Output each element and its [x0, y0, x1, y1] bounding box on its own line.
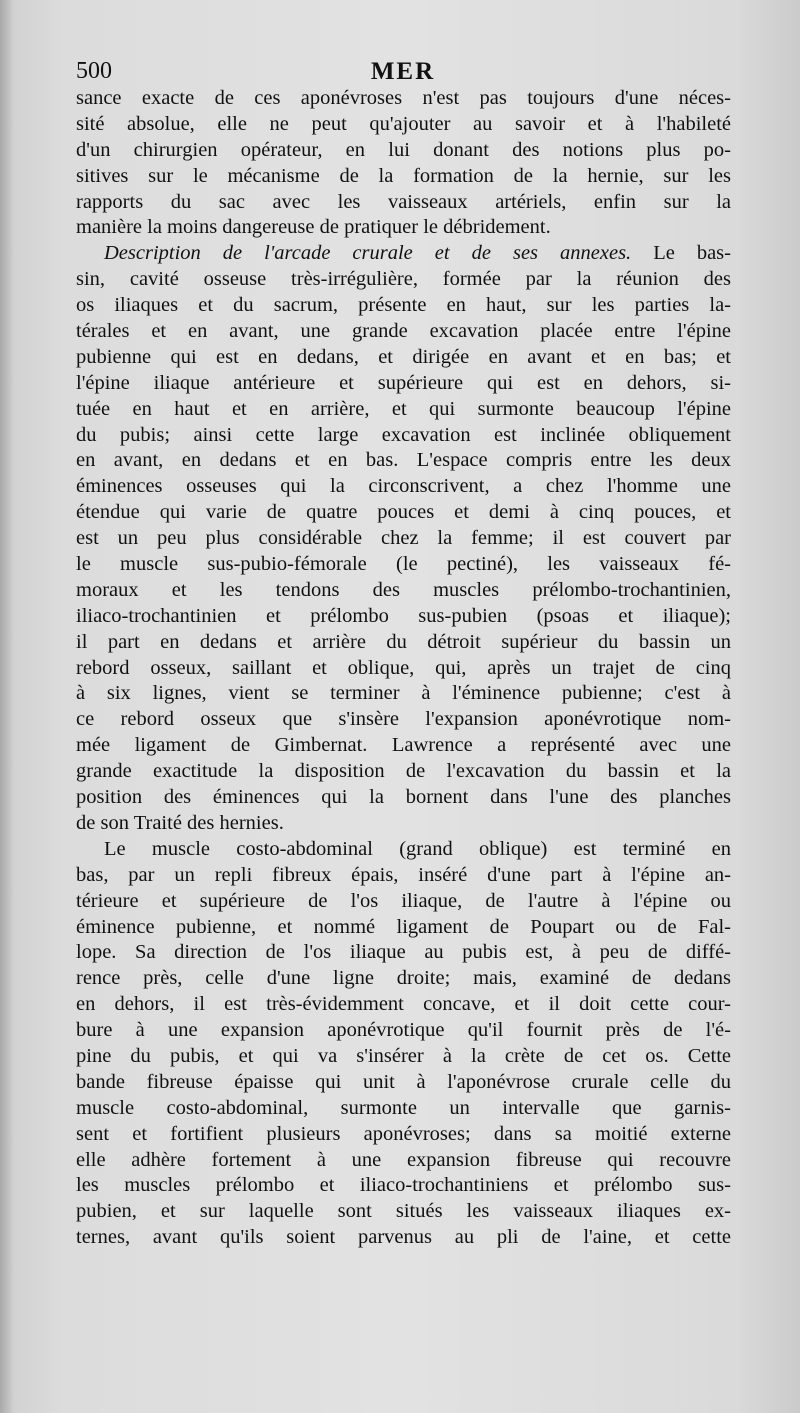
- text-line: bure à une expansion aponévrotique qu'il fournit près de l'é-: [76, 1019, 731, 1042]
- text-line: ternes, avant qu'ils soient parvenus au pli de l'aine, et cette: [76, 1226, 731, 1249]
- running-title: MER: [370, 58, 436, 85]
- text-line: l'épine iliaque antérieure et supérieure qui est en dehors, si-: [76, 371, 731, 394]
- section-heading-line: [76, 241, 731, 267]
- text-line: en avant, en dedans et en bas. L'espace compris entre les deux: [76, 449, 731, 472]
- text-line: sin, cavité osseuse très-irrégulière, formée par la réunion des: [76, 268, 731, 291]
- text-line: mée ligament de Gimbernat. Lawrence a représenté avec une: [76, 734, 731, 757]
- text-line: sent et fortifient plusieurs aponévroses; dans sa moitié externe: [76, 1122, 731, 1145]
- text-line: muscle costo-abdominal, surmonte un intervalle que garnis-: [76, 1096, 731, 1119]
- section-heading-continuation: Le bas-: [631, 242, 731, 265]
- text-line: rence près, celle d'une ligne droite; mais, examiné de dedans: [76, 967, 731, 990]
- page-gutter-shadow: [0, 0, 14, 1413]
- text-line: elle adhère fortement à une expansion fibreuse qui recouvre: [76, 1148, 731, 1171]
- text-line: le muscle sus-pubio-fémorale (le pectiné), les vaisseaux fé-: [76, 553, 731, 576]
- text-line: de son Traité des hernies.: [76, 811, 284, 834]
- text-line: lope. Sa direction de l'os iliaque au pubis est, à peu de diffé-: [76, 941, 731, 964]
- text-line: ce rebord osseux que s'insère l'expansion aponévrotique nom-: [76, 708, 731, 731]
- text-line: manière la moins dangereuse de pratiquer le débridement.: [76, 216, 551, 239]
- text-line: à six lignes, vient se terminer à l'éminence pubienne; c'est à: [76, 682, 731, 705]
- text-line: position des éminences qui la bornent dans l'une des planches: [76, 786, 731, 809]
- text-line: térieure et supérieure de l'os iliaque, de l'autre à l'épine ou: [76, 889, 731, 912]
- text-line: moraux et les tendons des muscles prélombo-trochantinien,: [76, 578, 731, 601]
- text-line: tuée en haut et en arrière, et qui surmonte beaucoup l'épine: [76, 397, 731, 420]
- text-line: pubien, et sur laquelle sont situés les vaisseaux iliaques ex-: [76, 1200, 731, 1223]
- text-line: en dehors, il est très-évidemment concave, et il doit cette cour-: [76, 993, 731, 1016]
- text-line: étendue qui varie de quatre pouces et demi à cinq pouces, et: [76, 501, 731, 524]
- text-line: os iliaques et du sacrum, présente en haut, sur les parties la-: [76, 294, 731, 317]
- text-line: est un peu plus considérable chez la femme; il est couvert par: [76, 527, 731, 550]
- text-line: Le muscle costo-abdominal (grand oblique) est terminé en: [104, 837, 731, 860]
- body-text: [76, 86, 731, 1251]
- text-line: rebord osseux, saillant et oblique, qui, après un trajet de cinq: [76, 656, 731, 679]
- text-line: d'un chirurgien opérateur, en lui donant des notions plus po-: [76, 138, 731, 161]
- text-line: rapports du sac avec les vaisseaux artériels, enfin sur la: [76, 190, 731, 213]
- text-line: sance exacte de ces aponévroses n'est pas toujours d'une néces-: [76, 87, 731, 109]
- text-line: éminences osseuses qui la circonscrivent, a chez l'homme une: [76, 475, 731, 498]
- text-line: du pubis; ainsi cette large excavation est inclinée obliquement: [76, 423, 731, 446]
- text-line: pubienne qui est en dedans, et dirigée en avant et en bas; et: [76, 345, 731, 368]
- text-line: sité absolue, elle ne peut qu'ajouter au savoir et à l'habileté: [76, 112, 731, 135]
- text-line: sitives sur le mécanisme de la formation de la hernie, sur les: [76, 164, 731, 187]
- text-line: iliaco-trochantinien et prélombo sus-pubien (psoas et iliaque);: [76, 604, 731, 627]
- text-line: les muscles prélombo et iliaco-trochantiniens et prélombo sus-: [76, 1174, 731, 1197]
- text-line: pine du pubis, et qui va s'insérer à la crète de cet os. Cette: [76, 1044, 731, 1067]
- page-number: 500: [76, 58, 112, 84]
- text-line: térales et en avant, une grande excavation placée entre l'épine: [76, 320, 731, 343]
- text-line: bande fibreuse épaisse qui unit à l'aponévrose crurale celle du: [76, 1070, 731, 1093]
- section-heading: Description de l'arcade crurale et de ses annexes.: [104, 242, 632, 265]
- text-line: il part en dedans et arrière du détroit supérieur du bassin un: [76, 630, 731, 653]
- text-line: éminence pubienne, et nommé ligament de Poupart ou de Fal-: [76, 915, 731, 938]
- text-line: grande exactitude la disposition de l'excavation du bassin et la: [76, 760, 731, 783]
- text-line: bas, par un repli fibreux épais, inséré d'une part à l'épine an-: [76, 863, 731, 886]
